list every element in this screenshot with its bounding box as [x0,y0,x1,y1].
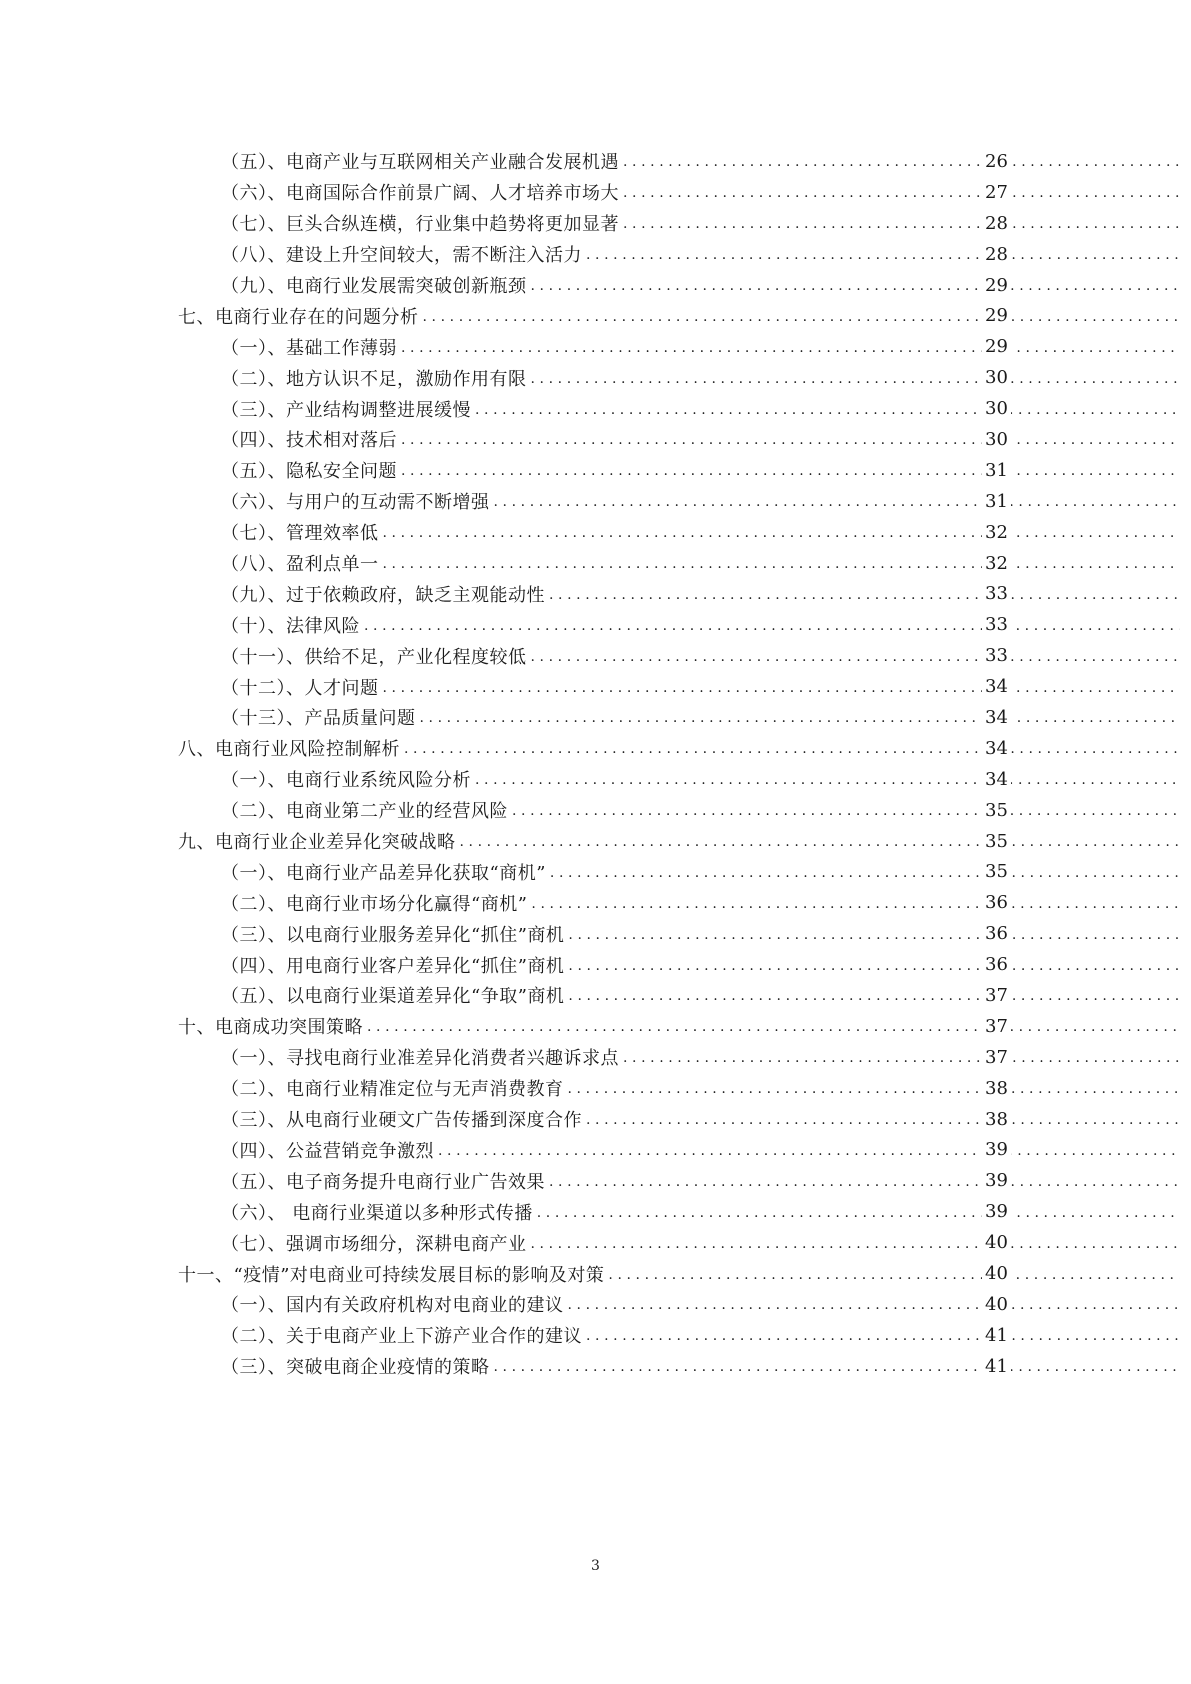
toc-page-number: 29 [982,275,1011,296]
toc-leader-dots [568,925,1180,943]
toc-entry-title: （十一）、供给不足，产业化程度较低 [221,646,527,668]
toc-section-row[interactable] [178,362,1180,393]
toc-entry-title: （五）、电子商务提升电商行业广告效果 [221,1171,545,1193]
toc-page-number: 41 [982,1356,1011,1377]
toc-entry-title: （十）、法律风险 [221,615,360,637]
toc-page-number: 35 [982,831,1011,852]
toc-entry-title: （二）、电商行业市场分化赢得“商机” [221,893,528,915]
toc-leader-dots [367,1017,1180,1035]
toc-entry-title: 九、电商行业企业差异化突破战略 [178,832,456,854]
toc-section-row[interactable] [178,856,1180,887]
toc-leader-dots [608,1265,1180,1283]
toc-page-number: 28 [982,244,1011,265]
toc-page-number: 30 [982,429,1011,450]
toc-leader-dots [423,307,1181,325]
toc-page-number: 30 [982,367,1011,388]
toc-section-row[interactable] [178,671,1180,702]
toc-entry-title: （四）、用电商行业客户差异化“抓住”商机 [221,955,565,977]
toc-entry-title: （十二）、人才问题 [221,677,379,699]
toc-entry-title: （五）、以电商行业渠道差异化“争取”商机 [221,986,565,1008]
toc-entry-title: （六）、电商国际合作前景广阔、人才培养市场大 [221,183,619,205]
toc-section-row[interactable] [178,1042,1180,1073]
toc-page-number: 38 [982,1109,1011,1130]
toc-entry-title: （二）、关于电商产业上下游产业合作的建议 [221,1326,582,1348]
toc-page-number: 38 [982,1078,1011,1099]
toc-leader-dots [568,956,1180,974]
toc-entry-title: （十三）、产品质量问题 [221,708,416,730]
toc-leader-dots [531,647,1181,665]
toc-chapter-row[interactable] [178,1258,1180,1289]
toc-leader-dots [531,276,1181,294]
toc-entry-title: （三）、从电商行业硬文广告传播到深度合作 [221,1110,582,1132]
toc-page-number: 41 [982,1325,1011,1346]
toc-leader-dots [438,1141,1180,1159]
toc-section-row[interactable] [178,702,1180,733]
toc-page-number: 26 [982,151,1011,172]
toc-section-row[interactable] [178,578,1180,609]
toc-entry-title: （七）、管理效率低 [221,523,379,545]
toc-entry-title: （二）、电商行业精准定位与无声消费教育 [221,1079,564,1101]
toc-page-number: 39 [982,1170,1011,1191]
toc-section-row[interactable] [178,1073,1180,1104]
toc-section-row[interactable] [178,640,1180,671]
toc-entry-title: （八）、建设上升空间较大，需不断注入活力 [221,245,582,267]
toc-page-number: 34 [982,738,1011,759]
toc-leader-dots [531,1234,1181,1252]
toc-page-number: 40 [982,1263,1011,1284]
toc-section-row[interactable] [178,1351,1180,1382]
toc-entry-title: （七）、强调市场细分，深耕电商产业 [221,1233,527,1255]
toc-section-row[interactable] [178,177,1180,208]
toc-section-row[interactable] [178,455,1180,486]
toc-entry-title: （七）、巨头合纵连横，行业集中趋势将更加显著 [221,214,619,236]
toc-entry-title: （一）、电商行业产品差异化获取“商机” [221,862,546,884]
toc-entry-title: 七、电商行业存在的问题分析 [178,306,419,328]
toc-section-row[interactable] [178,1227,1180,1258]
toc-leader-dots [420,708,1181,726]
toc-section-row[interactable] [178,764,1180,795]
toc-leader-dots [623,214,1180,232]
toc-section-row[interactable] [178,424,1180,455]
toc-entry-title: （三）、突破电商企业疫情的策略 [221,1357,490,1379]
toc-section-row[interactable] [178,949,1180,980]
toc-entry-title: （八）、盈利点单一 [221,554,379,576]
toc-leader-dots [549,1172,1180,1190]
toc-entry-title: （五）、电商产业与互联网相关产业融合发展机遇 [221,152,619,174]
toc-entry-title: （一）、国内有关政府机构对电商业的建议 [221,1295,564,1317]
toc-entry-title: （一）、寻找电商行业准差异化消费者兴趣诉求点 [221,1048,619,1070]
toc-leader-dots [586,1110,1180,1128]
toc-page-number: 39 [982,1201,1011,1222]
toc-page-number: 32 [982,522,1011,543]
toc-section-row[interactable] [178,1289,1180,1320]
toc-section-row[interactable] [178,887,1180,918]
toc-leader-dots [512,801,1180,819]
toc-leader-dots [568,1295,1181,1313]
toc-leader-dots [404,739,1180,757]
toc-page-number: 31 [982,491,1011,512]
toc-entry-title: （一）、电商行业系统风险分析 [221,770,471,792]
toc-page-number: 37 [982,985,1011,1006]
toc-entry-title: （九）、电商行业发展需突破创新瓶颈 [221,276,527,297]
toc-section-row[interactable] [178,486,1180,517]
toc-page-number: 33 [982,614,1011,635]
toc-leader-dots [586,1326,1180,1344]
toc-leader-dots [549,585,1180,603]
toc-entry-title: （二）、电商业第二产业的经营风险 [221,801,508,823]
toc-page-number: 36 [982,954,1011,975]
toc-entry-title: 十一、“疫情”对电商业可持续发展目标的影响及对策 [178,1264,605,1286]
toc-section-row[interactable] [178,1135,1180,1166]
toc-section-row[interactable] [178,980,1180,1011]
toc-section-row[interactable] [178,517,1180,548]
toc-entry-title: 十、电商成功突围策略 [178,1017,363,1039]
toc-leader-dots [531,369,1181,387]
toc-page-number: 40 [982,1232,1011,1253]
toc-section-row[interactable] [178,548,1180,579]
toc-entry-title: （五）、隐私安全问题 [221,461,397,483]
toc-entry-title: （二）、地方认识不足，激励作用有限 [221,368,527,390]
toc-section-row[interactable] [178,918,1180,949]
toc-section-row[interactable] [178,331,1180,362]
toc-entry-title: （六）、与用户的互动需不断增强 [221,492,490,514]
toc-entry-title: （三）、以电商行业服务差异化“抓住”商机 [221,924,565,946]
toc-leader-dots [537,1203,1180,1221]
toc-page-number: 37 [982,1047,1011,1068]
toc-page-number: 29 [982,336,1011,357]
toc-leader-dots [623,1048,1180,1066]
toc-leader-dots [475,770,1180,788]
toc-leader-dots [475,400,1180,418]
toc-leader-dots [550,863,1180,881]
toc-leader-dots [586,245,1180,263]
toc-leader-dots [494,1357,1181,1375]
toc-leader-dots [568,1079,1181,1097]
toc-leader-dots [531,894,1180,912]
toc-entry-title: （一）、基础工作薄弱 [221,337,397,359]
toc-page-number: 31 [982,460,1011,481]
toc-leader-dots [383,523,1181,541]
toc-page-number: 34 [982,676,1011,697]
toc-section-row[interactable] [178,1104,1180,1135]
toc-leader-dots [401,338,1180,356]
toc-section-row[interactable] [178,208,1180,239]
toc-entry-title: （三）、产业结构调整进展缓慢 [221,399,471,421]
toc-leader-dots [460,832,1181,850]
toc-section-row[interactable] [178,795,1180,826]
toc-page-number: 30 [982,398,1011,419]
toc-leader-dots [401,461,1180,479]
toc-chapter-row[interactable] [178,733,1180,764]
toc-leader-dots [364,616,1180,634]
toc-chapter-row[interactable] [178,826,1180,857]
toc-page-number: 40 [982,1294,1011,1315]
toc-entry-title: （四）、公益营销竞争激烈 [221,1140,434,1162]
toc-leader-dots [494,492,1181,510]
toc-chapter-row[interactable] [178,1011,1180,1042]
toc-leader-dots [568,986,1180,1004]
toc-section-row[interactable] [178,146,1180,177]
toc-page-number: 29 [982,305,1011,326]
toc-entry-title: （九）、过于依赖政府，缺乏主观能动性 [221,584,545,606]
toc-section-row[interactable] [178,609,1180,640]
toc-page-number: 33 [982,583,1011,604]
toc-page-number: 27 [982,182,1011,203]
toc-page-number: 28 [982,213,1011,234]
page-number: 3 [591,1558,600,1574]
toc-page-number: 35 [982,800,1011,821]
toc-entry-title: （六）、 电商行业渠道以多种形式传播 [221,1202,533,1224]
toc-page-number: 36 [982,923,1011,944]
toc-page-number: 37 [982,1016,1011,1037]
toc-entry-title: （四）、技术相对落后 [221,430,397,452]
toc-leader-dots [623,183,1180,201]
toc-page-number: 35 [982,861,1011,882]
toc-entry-title: 八、电商行业风险控制解析 [178,739,400,761]
toc-leader-dots [383,554,1181,572]
toc-section-row[interactable] [178,393,1180,424]
toc-section-row[interactable] [178,239,1180,270]
toc-section-row[interactable] [178,270,1180,301]
toc-chapter-row[interactable] [178,300,1180,331]
toc-section-row[interactable] [178,1196,1180,1227]
toc-page-number: 39 [982,1139,1011,1160]
toc-page-number: 32 [982,553,1011,574]
toc-leader-dots [401,430,1180,448]
toc-page-number: 33 [982,645,1011,666]
toc-section-row[interactable] [178,1165,1180,1196]
toc-page-number: 34 [982,707,1011,728]
toc-section-row[interactable] [178,1320,1180,1351]
toc-page-number: 36 [982,892,1011,913]
table-of-contents [178,146,1180,1382]
toc-leader-dots [383,678,1181,696]
toc-page-number: 34 [982,769,1011,790]
toc-leader-dots [623,152,1180,170]
